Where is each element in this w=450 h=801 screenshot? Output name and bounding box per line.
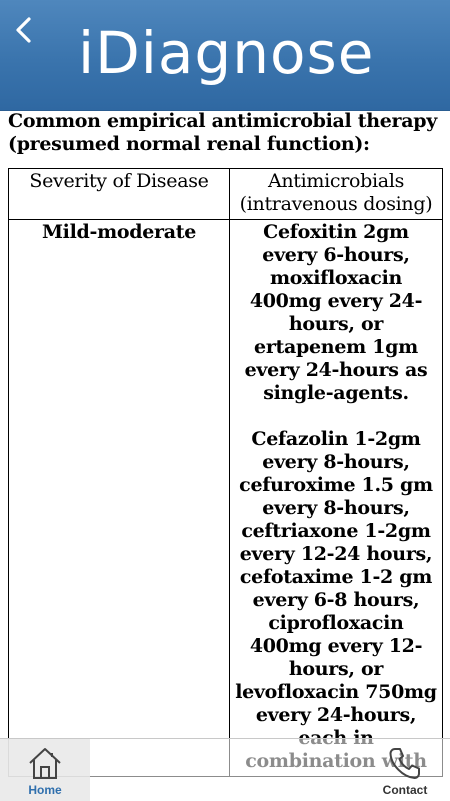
article-content (0, 110, 450, 800)
nav-contact-button[interactable] (360, 739, 450, 801)
phone-icon (387, 745, 423, 781)
app-header (0, 0, 450, 111)
nav-home-button[interactable] (0, 739, 90, 801)
header-severity: Severity of Disease (9, 169, 230, 220)
table-header-row (9, 169, 443, 220)
severity-cell: Mild-moderate (9, 220, 230, 777)
antimicrobials-cell (230, 220, 443, 777)
home-icon (27, 745, 63, 781)
back-button[interactable] (6, 10, 40, 50)
therapy-table (8, 168, 443, 777)
nav-contact-label: Contact (382, 783, 428, 797)
intro-text: Common empirical antimicrobial therapy (presumed normal renal function): (8, 110, 438, 155)
app-title: iDiagnose (78, 19, 375, 87)
antimicrobials-paragraph: Cefazolin 1-2gm every 8-hours, cefuroxime 1.5 gm every 8-hours, ceftriaxone 1-2gm every 12-24 hours, cefotaxime 1-2 gm every 6-8 hours, ciprofloxacin 400mg every 12-hours, or levofloxacin 750mg every 24-hours, (235, 428, 437, 726)
bottom-nav (0, 738, 450, 801)
antimicrobials-paragraph: Cefoxitin 2gm every 6-hours, moxifloxacin 400mg every 24-hours, or ertapenem 1gm every 24-hours as single-agents. (244, 221, 428, 404)
chevron-left-icon (12, 15, 34, 45)
header-antimicrobials: Antimicrobials (intravenous dosing) (230, 169, 443, 220)
table-row (9, 220, 443, 777)
nav-home-label: Home (28, 783, 62, 797)
